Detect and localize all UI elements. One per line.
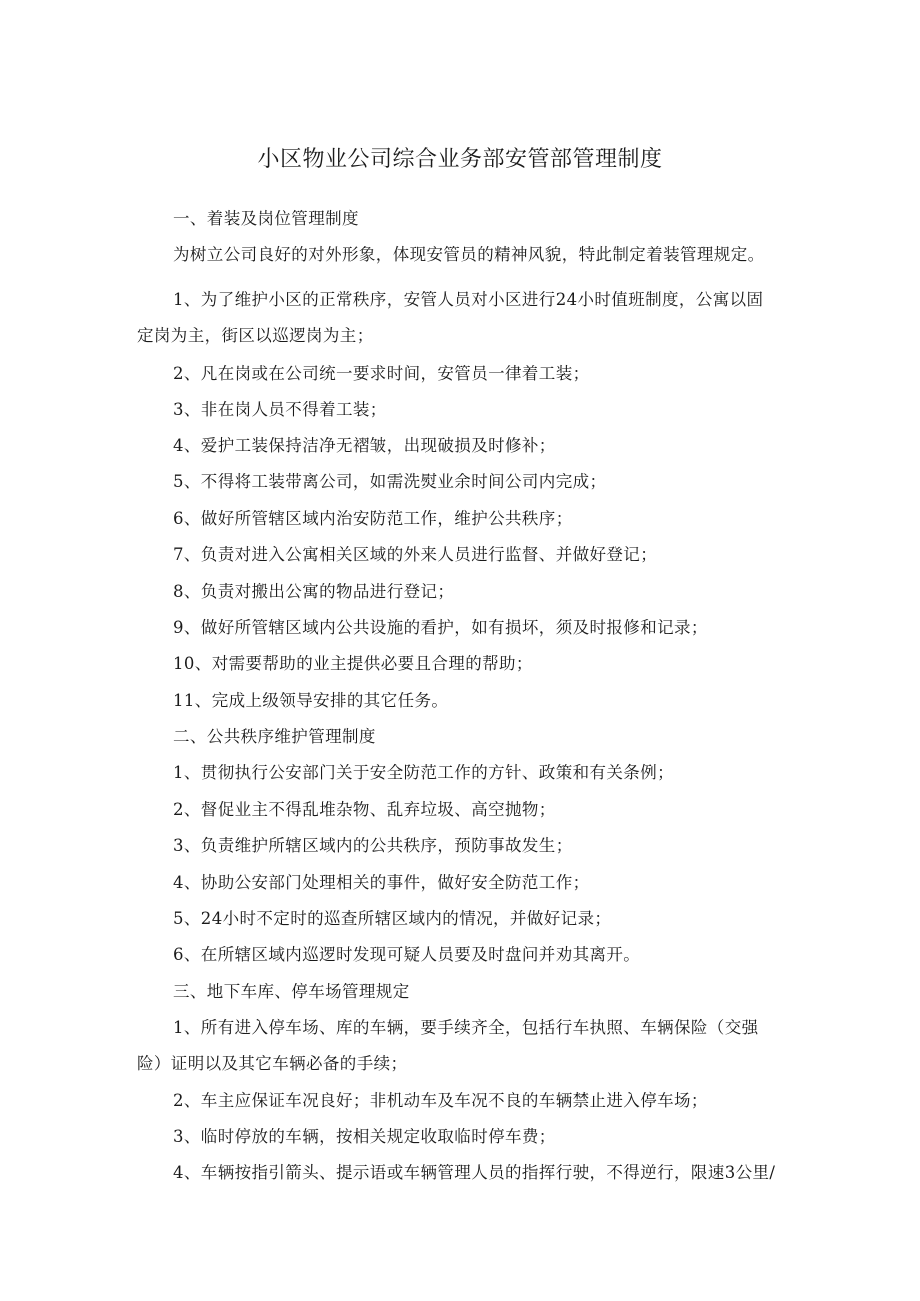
- list-item-line: 4、协助公安部门处理相关的事件，做好安全防范工作；: [173, 873, 590, 892]
- list-item-line: 3、负责维护所辖区域内的公共秩序，预防事故发生；: [173, 836, 573, 855]
- section-heading-public-order: 二、公共秩序维护管理制度: [173, 727, 376, 746]
- list-item-line: 8、负责对搬出公寓的物品进行登记；: [173, 582, 455, 601]
- list-item-line: 6、在所辖区域内巡逻时发现可疑人员要及时盘问并劝其离开。: [173, 945, 641, 964]
- list-item-line: 11、完成上级领导安排的其它任务。: [173, 691, 449, 710]
- paragraph-line: 为树立公司良好的对外形象，体现安管员的精神风貌，特此制定着装管理规定。: [173, 245, 765, 264]
- list-item-line: 2、凡在岗或在公司统一要求时间，安管员一律着工装；: [173, 364, 590, 383]
- list-item-line: 10、对需要帮助的业主提供必要且合理的帮助；: [173, 654, 533, 673]
- list-item-continuation: 险）证明以及其它车辆必备的手续；: [137, 1054, 408, 1073]
- list-item-line: 3、非在岗人员不得着工装；: [173, 400, 387, 419]
- document-title: 小区物业公司综合业务部安管部管理制度: [257, 147, 663, 172]
- list-item-line: 2、车主应保证车况良好；非机动车及车况不良的车辆禁止进入停车场；: [173, 1091, 708, 1110]
- list-item-line: 5、24小时不定时的巡查所辖区域内的情况，并做好记录；: [173, 909, 612, 928]
- list-item-line: 3、临时停放的车辆，按相关规定收取临时停车费；: [173, 1127, 556, 1146]
- list-item-line: 7、负责对进入公寓相关区域的外来人员进行监督、并做好登记；: [173, 545, 658, 564]
- list-item-line: 9、做好所管辖区域内公共设施的看护，如有损坏，须及时报修和记录；: [173, 618, 708, 637]
- list-item-line: 6、做好所管辖区域内治安防范工作，维护公共秩序；: [173, 509, 573, 528]
- list-item-line: 1、为了维护小区的正常秩序，安管人员对小区进行24小时值班制度，公寓以固: [173, 290, 764, 309]
- list-item-line: 1、所有进入停车场、库的车辆，要手续齐全，包括行车执照、车辆保险（交强: [173, 1018, 759, 1037]
- list-item-line: 5、不得将工装带离公司，如需洗熨业余时间公司内完成；: [173, 472, 607, 491]
- list-item-continuation: 定岗为主，街区以巡逻岗为主；: [137, 326, 374, 345]
- section-heading-parking: 三、地下车库、停车场管理规定: [173, 982, 410, 1001]
- list-item-line: 4、车辆按指引箭头、提示语或车辆管理人员的指挥行驶，不得逆行，限速3公里/: [173, 1163, 776, 1182]
- list-item-line: 4、爱护工装保持洁净无褶皱，出现破损及时修补；: [173, 436, 556, 455]
- list-item-line: 2、督促业主不得乱堆杂物、乱弃垃圾、高空抛物；: [173, 800, 556, 819]
- section-heading-dress-and-post: 一、着装及岗位管理制度: [173, 209, 359, 228]
- list-item-line: 1、贯彻执行公安部门关于安全防范工作的方针、政策和有关条例；: [173, 763, 674, 782]
